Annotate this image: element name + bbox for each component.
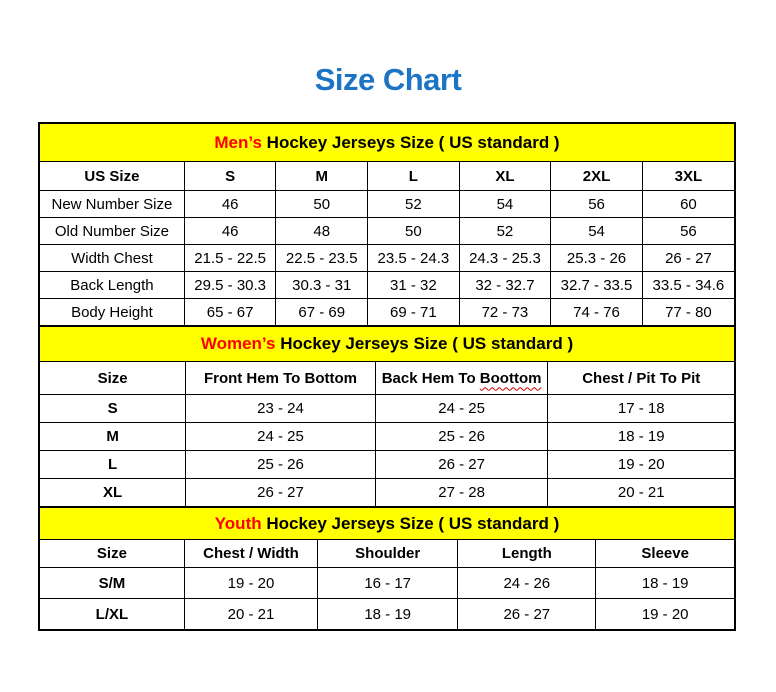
size-value-cell: 18 - 19 bbox=[548, 423, 734, 451]
col-header-l: L bbox=[368, 162, 460, 191]
mens-row-body-height bbox=[40, 299, 734, 326]
col-header-s: S bbox=[184, 162, 276, 191]
womens-row-xl bbox=[40, 479, 734, 507]
size-value-cell: 26 - 27 bbox=[375, 451, 548, 479]
size-value-cell: 50 bbox=[276, 191, 368, 218]
back-hem-prefix: Back Hem To bbox=[381, 369, 476, 387]
col-header-back-hem bbox=[375, 362, 548, 395]
row-label: L bbox=[40, 451, 186, 479]
row-label: Old Number Size bbox=[40, 218, 184, 245]
row-label: S/M bbox=[40, 568, 184, 599]
row-label: S bbox=[40, 395, 186, 423]
size-value-cell: 17 - 18 bbox=[548, 395, 734, 423]
mens-row-old-number-size bbox=[40, 218, 734, 245]
size-value-cell: 46 bbox=[184, 191, 276, 218]
womens-size-table bbox=[40, 362, 734, 507]
womens-row-s bbox=[40, 395, 734, 423]
row-label: New Number Size bbox=[40, 191, 184, 218]
size-value-cell: 26 - 27 bbox=[186, 479, 375, 507]
col-header-3xl: 3XL bbox=[642, 162, 734, 191]
size-value-cell: 67 - 69 bbox=[276, 299, 368, 326]
row-label: Width Chest bbox=[40, 245, 184, 272]
size-value-cell: 23 - 24 bbox=[186, 395, 375, 423]
size-value-cell: 52 bbox=[368, 191, 460, 218]
size-value-cell: 72 - 73 bbox=[459, 299, 551, 326]
size-value-cell: 26 - 27 bbox=[458, 599, 596, 630]
size-value-cell: 19 - 20 bbox=[548, 451, 734, 479]
size-value-cell: 54 bbox=[551, 218, 643, 245]
size-value-cell: 50 bbox=[368, 218, 460, 245]
youth-row-sm bbox=[40, 568, 734, 599]
size-value-cell: 16 - 17 bbox=[318, 568, 458, 599]
size-value-cell: 77 - 80 bbox=[642, 299, 734, 326]
size-value-cell: 20 - 21 bbox=[548, 479, 734, 507]
mens-row-back-length bbox=[40, 272, 734, 299]
youth-band-text: Hockey Jerseys Size ( US standard ) bbox=[266, 514, 560, 533]
youth-section-band bbox=[40, 507, 734, 540]
youth-size-table bbox=[40, 540, 734, 629]
col-header-front-hem: Front Hem To Bottom bbox=[186, 362, 375, 395]
size-chart-container bbox=[38, 122, 736, 631]
row-label: L/XL bbox=[40, 599, 184, 630]
size-value-cell: 25 - 26 bbox=[375, 423, 548, 451]
youth-header-row bbox=[40, 540, 734, 568]
col-header-shoulder: Shoulder bbox=[318, 540, 458, 568]
row-label: Body Height bbox=[40, 299, 184, 326]
size-value-cell: 18 - 19 bbox=[596, 568, 734, 599]
size-value-cell: 31 - 32 bbox=[368, 272, 460, 299]
col-header-chest-width: Chest / Width bbox=[184, 540, 317, 568]
womens-section-band bbox=[40, 326, 734, 362]
col-header-length: Length bbox=[458, 540, 596, 568]
col-header-us-size: US Size bbox=[40, 162, 184, 191]
womens-row-m bbox=[40, 423, 734, 451]
col-header-m: M bbox=[276, 162, 368, 191]
youth-accent-text: Youth bbox=[214, 514, 262, 533]
mens-size-table bbox=[40, 162, 734, 326]
col-header-sleeve: Sleeve bbox=[596, 540, 734, 568]
size-value-cell: 60 bbox=[642, 191, 734, 218]
size-value-cell: 25 - 26 bbox=[186, 451, 375, 479]
size-value-cell: 21.5 - 22.5 bbox=[184, 245, 276, 272]
size-value-cell: 46 bbox=[184, 218, 276, 245]
row-label: XL bbox=[40, 479, 186, 507]
size-value-cell: 65 - 67 bbox=[184, 299, 276, 326]
womens-header-row bbox=[40, 362, 734, 395]
size-value-cell: 48 bbox=[276, 218, 368, 245]
size-value-cell: 24 - 25 bbox=[186, 423, 375, 451]
size-value-cell: 30.3 - 31 bbox=[276, 272, 368, 299]
page-title: Size Chart bbox=[314, 62, 462, 97]
size-value-cell: 27 - 28 bbox=[375, 479, 548, 507]
womens-accent-text: Women’s bbox=[200, 334, 276, 353]
size-value-cell: 54 bbox=[459, 191, 551, 218]
mens-row-new-number-size bbox=[40, 191, 734, 218]
size-value-cell: 24.3 - 25.3 bbox=[459, 245, 551, 272]
size-value-cell: 56 bbox=[642, 218, 734, 245]
col-header-2xl: 2XL bbox=[551, 162, 643, 191]
row-label: M bbox=[40, 423, 186, 451]
mens-accent-text: Men’s bbox=[214, 133, 262, 152]
back-hem-misspelled-word: Boottom bbox=[479, 369, 542, 387]
size-value-cell: 24 - 25 bbox=[375, 395, 548, 423]
col-header-size: Size bbox=[40, 362, 186, 395]
womens-band-text: Hockey Jerseys Size ( US standard ) bbox=[280, 334, 574, 353]
mens-row-width-chest bbox=[40, 245, 734, 272]
size-value-cell: 69 - 71 bbox=[368, 299, 460, 326]
size-value-cell: 33.5 - 34.6 bbox=[642, 272, 734, 299]
womens-row-l bbox=[40, 451, 734, 479]
size-value-cell: 24 - 26 bbox=[458, 568, 596, 599]
size-value-cell: 32 - 32.7 bbox=[459, 272, 551, 299]
size-value-cell: 74 - 76 bbox=[551, 299, 643, 326]
size-value-cell: 32.7 - 33.5 bbox=[551, 272, 643, 299]
col-header-chest-pit: Chest / Pit To Pit bbox=[548, 362, 734, 395]
size-value-cell: 26 - 27 bbox=[642, 245, 734, 272]
mens-band-text: Hockey Jerseys Size ( US standard ) bbox=[266, 133, 560, 152]
mens-section-band bbox=[40, 124, 734, 162]
col-header-xl: XL bbox=[459, 162, 551, 191]
size-value-cell: 56 bbox=[551, 191, 643, 218]
size-value-cell: 18 - 19 bbox=[318, 599, 458, 630]
size-value-cell: 29.5 - 30.3 bbox=[184, 272, 276, 299]
col-header-size: Size bbox=[40, 540, 184, 568]
size-value-cell: 23.5 - 24.3 bbox=[368, 245, 460, 272]
size-value-cell: 52 bbox=[459, 218, 551, 245]
size-value-cell: 20 - 21 bbox=[184, 599, 317, 630]
size-value-cell: 19 - 20 bbox=[184, 568, 317, 599]
row-label: Back Length bbox=[40, 272, 184, 299]
size-value-cell: 19 - 20 bbox=[596, 599, 734, 630]
youth-row-lxl bbox=[40, 599, 734, 630]
size-value-cell: 22.5 - 23.5 bbox=[276, 245, 368, 272]
size-value-cell: 25.3 - 26 bbox=[551, 245, 643, 272]
mens-header-row bbox=[40, 162, 734, 191]
